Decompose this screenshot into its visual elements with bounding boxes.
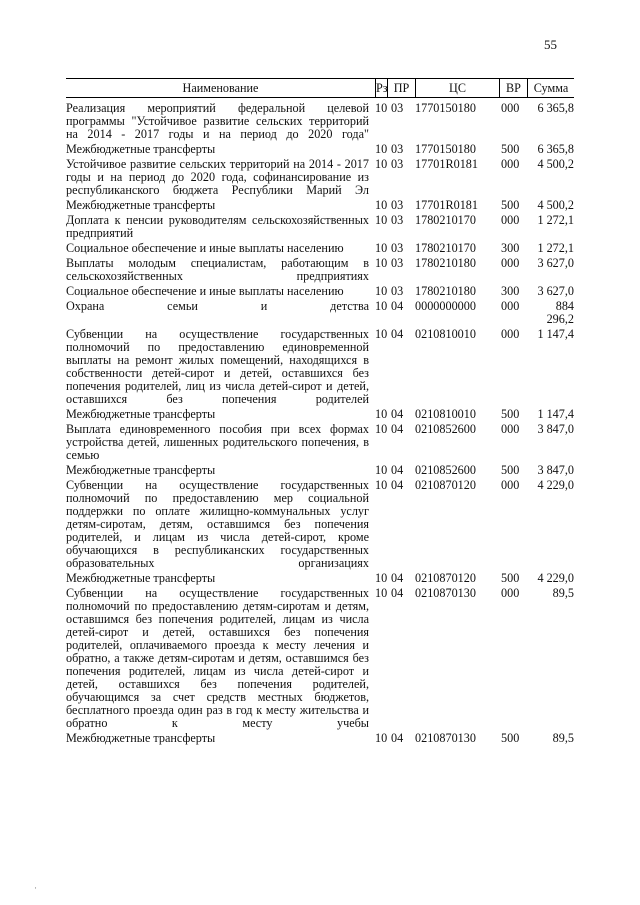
cell-sum: 3 627,0 xyxy=(537,256,574,270)
cell-cs: 0210870130 xyxy=(415,586,476,600)
cell-rz: 10 xyxy=(375,101,388,115)
table-row xyxy=(66,300,574,326)
table-body xyxy=(66,102,574,745)
cell-pr: 03 xyxy=(391,142,404,156)
cell-name: Межбюджетные трансферты xyxy=(66,731,216,745)
cell-vr: 500 xyxy=(501,198,520,212)
table-row xyxy=(66,408,574,421)
cell-sum: 1 272,1 xyxy=(537,213,574,227)
cell-cs: 17701R0181 xyxy=(415,157,478,171)
header-name: Наименование xyxy=(182,81,259,95)
cell-cs: 0210852600 xyxy=(415,422,476,436)
cell-vr: 000 xyxy=(501,586,520,600)
table-row xyxy=(66,423,574,462)
table-row xyxy=(66,587,574,730)
page-number: 55 xyxy=(544,37,557,52)
cell-vr: 000 xyxy=(501,101,520,115)
cell-vr: 500 xyxy=(501,463,520,477)
cell-sum: 89,5 xyxy=(552,731,574,745)
cell-rz: 10 xyxy=(375,256,388,270)
cell-pr: 03 xyxy=(391,256,404,270)
cell-name: Социальное обеспечение и иные выплаты населению xyxy=(66,241,344,255)
cell-vr: 000 xyxy=(501,299,520,313)
cell-name: Выплаты молодым специалистам, работающим в сельскохозяйственных предприятиях xyxy=(66,256,369,283)
cell-vr: 300 xyxy=(501,284,520,298)
scan-speck: · xyxy=(34,883,37,893)
cell-sum: 4 229,0 xyxy=(537,478,574,492)
cell-pr: 04 xyxy=(391,407,404,421)
table-row xyxy=(66,328,574,406)
header-rz: Рз xyxy=(376,81,388,95)
cell-vr: 500 xyxy=(501,571,520,585)
cell-sum: 3 627,0 xyxy=(537,284,574,298)
cell-vr: 500 xyxy=(501,407,520,421)
cell-vr: 000 xyxy=(501,256,520,270)
table-row xyxy=(66,285,574,298)
header-sum: Сумма xyxy=(527,79,574,97)
cell-cs: 1770150180 xyxy=(415,142,476,156)
cell-pr: 04 xyxy=(391,478,404,492)
cell-sum: 884 296,2 xyxy=(546,299,574,326)
header-cs: ЦС xyxy=(415,79,499,97)
cell-name: Межбюджетные трансферты xyxy=(66,463,216,477)
cell-pr: 04 xyxy=(391,463,404,477)
table-row xyxy=(66,479,574,570)
table-row xyxy=(66,257,574,283)
cell-rz: 10 xyxy=(375,198,388,212)
table-row xyxy=(66,464,574,477)
table-row xyxy=(66,102,574,141)
cell-sum: 6 365,8 xyxy=(537,142,574,156)
cell-sum: 3 847,0 xyxy=(537,422,574,436)
cell-sum: 1 147,4 xyxy=(537,327,574,341)
cell-vr: 000 xyxy=(501,213,520,227)
cell-pr: 03 xyxy=(391,241,404,255)
cell-sum: 6 365,8 xyxy=(537,101,574,115)
cell-rz: 10 xyxy=(375,327,388,341)
cell-sum: 1 147,4 xyxy=(537,407,574,421)
cell-sum: 4 500,2 xyxy=(537,198,574,212)
cell-name: Межбюджетные трансферты xyxy=(66,198,216,212)
cell-rz: 10 xyxy=(375,407,388,421)
cell-cs: 0210870120 xyxy=(415,478,476,492)
table-header xyxy=(66,78,574,98)
cell-rz: 10 xyxy=(375,142,388,156)
cell-name: Охрана семьи и детства xyxy=(66,299,369,313)
cell-cs: 0210810010 xyxy=(415,407,476,421)
header-vr: ВР xyxy=(499,79,527,97)
cell-name: Межбюджетные трансферты xyxy=(66,407,216,421)
cell-rz: 10 xyxy=(375,586,388,600)
cell-rz: 10 xyxy=(375,478,388,492)
cell-cs: 1770150180 xyxy=(415,101,476,115)
cell-rz: 10 xyxy=(375,284,388,298)
cell-pr: 03 xyxy=(391,101,404,115)
cell-rz: 10 xyxy=(375,157,388,171)
cell-sum: 4 500,2 xyxy=(537,157,574,171)
cell-name: Субвенции на осуществление государственных полномочий по предоставлению мер социальной поддержки по оплате жилищно-коммунальных услуг детям-сиротам, детям, оставшимся без попечения родителей, и лицам из числа детей-сирот, кроме обучающихся в республиканских государственных образовательных организациях xyxy=(66,478,369,570)
cell-cs: 1780210180 xyxy=(415,256,476,270)
cell-name: Межбюджетные трансферты xyxy=(66,571,216,585)
cell-rz: 10 xyxy=(375,571,388,585)
cell-vr: 000 xyxy=(501,327,520,341)
cell-name: Реализация мероприятий федеральной целевой программы "Устойчивое развитие сельских территорий на 2014 - 2017 годы и на период до 2020 года" xyxy=(66,101,369,141)
table-row xyxy=(66,242,574,255)
cell-pr: 03 xyxy=(391,198,404,212)
cell-vr: 000 xyxy=(501,478,520,492)
cell-sum: 3 847,0 xyxy=(537,463,574,477)
cell-pr: 04 xyxy=(391,327,404,341)
cell-vr: 500 xyxy=(501,731,520,745)
cell-name: Доплата к пенсии руководителям сельскохозяйственных предприятий xyxy=(66,213,369,240)
cell-pr: 04 xyxy=(391,299,404,313)
cell-cs: 0210810010 xyxy=(415,327,476,341)
cell-pr: 04 xyxy=(391,586,404,600)
cell-pr: 03 xyxy=(391,284,404,298)
cell-name: Субвенции на осуществление государственных полномочий по предоставлению единовременной выплаты на ремонт жилых помещений, находящихся в собственности детей-сирот и детей, оставшихся без попечения родителей, лиц из числа детей-сирот и детей, оставшихся без попечения родителей xyxy=(66,327,369,406)
cell-rz: 10 xyxy=(375,299,388,313)
cell-name: Выплата единовременного пособия при всех формах устройства детей, лишенных родительского попечения, в семью xyxy=(66,422,369,462)
cell-cs: 0210870130 xyxy=(415,731,476,745)
cell-vr: 500 xyxy=(501,142,520,156)
cell-cs: 0000000000 xyxy=(415,299,476,313)
cell-rz: 10 xyxy=(375,241,388,255)
cell-rz: 10 xyxy=(375,463,388,477)
budget-table xyxy=(66,78,574,747)
cell-name: Устойчивое развитие сельских территорий на 2014 - 2017 годы и на период до 2020 года, софинансирование из республиканского бюджета Республики Марий Эл xyxy=(66,157,369,197)
cell-pr: 03 xyxy=(391,157,404,171)
cell-name: Межбюджетные трансферты xyxy=(66,142,216,156)
cell-pr: 03 xyxy=(391,213,404,227)
cell-cs: 0210852600 xyxy=(415,463,476,477)
cell-cs: 1780210180 xyxy=(415,284,476,298)
table-row xyxy=(66,143,574,156)
cell-rz: 10 xyxy=(375,422,388,436)
table-row xyxy=(66,199,574,212)
cell-cs: 0210870120 xyxy=(415,571,476,585)
cell-rz: 10 xyxy=(375,731,388,745)
table-row xyxy=(66,572,574,585)
cell-cs: 1780210170 xyxy=(415,213,476,227)
table-row xyxy=(66,158,574,197)
cell-vr: 300 xyxy=(501,241,520,255)
cell-sum: 4 229,0 xyxy=(537,571,574,585)
header-pr: ПР xyxy=(387,79,415,97)
cell-sum: 89,5 xyxy=(552,586,574,600)
cell-vr: 000 xyxy=(501,422,520,436)
cell-name: Социальное обеспечение и иные выплаты населению xyxy=(66,284,344,298)
cell-cs: 1780210170 xyxy=(415,241,476,255)
cell-pr: 04 xyxy=(391,571,404,585)
table-row xyxy=(66,732,574,745)
cell-rz: 10 xyxy=(375,213,388,227)
cell-cs: 17701R0181 xyxy=(415,198,478,212)
cell-pr: 04 xyxy=(391,422,404,436)
cell-pr: 04 xyxy=(391,731,404,745)
cell-vr: 000 xyxy=(501,157,520,171)
table-row xyxy=(66,214,574,240)
cell-sum: 1 272,1 xyxy=(537,241,574,255)
cell-name: Субвенции на осуществление государственных полномочий по предоставлению детям-сиротам и детям, оставшимся без попечения родителей, лицам из числа детей-сирот и детей, оставшихся без попечения родителей, оплачиваемого проезда к месту лечения и обратно, а также детям-сиротам и детям, оставшимся без попечения родителей, лицам из числа детей-сирот и детей, оставшихся без попечения родителей, обучающимся за счет средств местных бюджетов, бесплатного проезда один раз в год к месту жительства и обратно к месту учебы xyxy=(66,586,369,730)
